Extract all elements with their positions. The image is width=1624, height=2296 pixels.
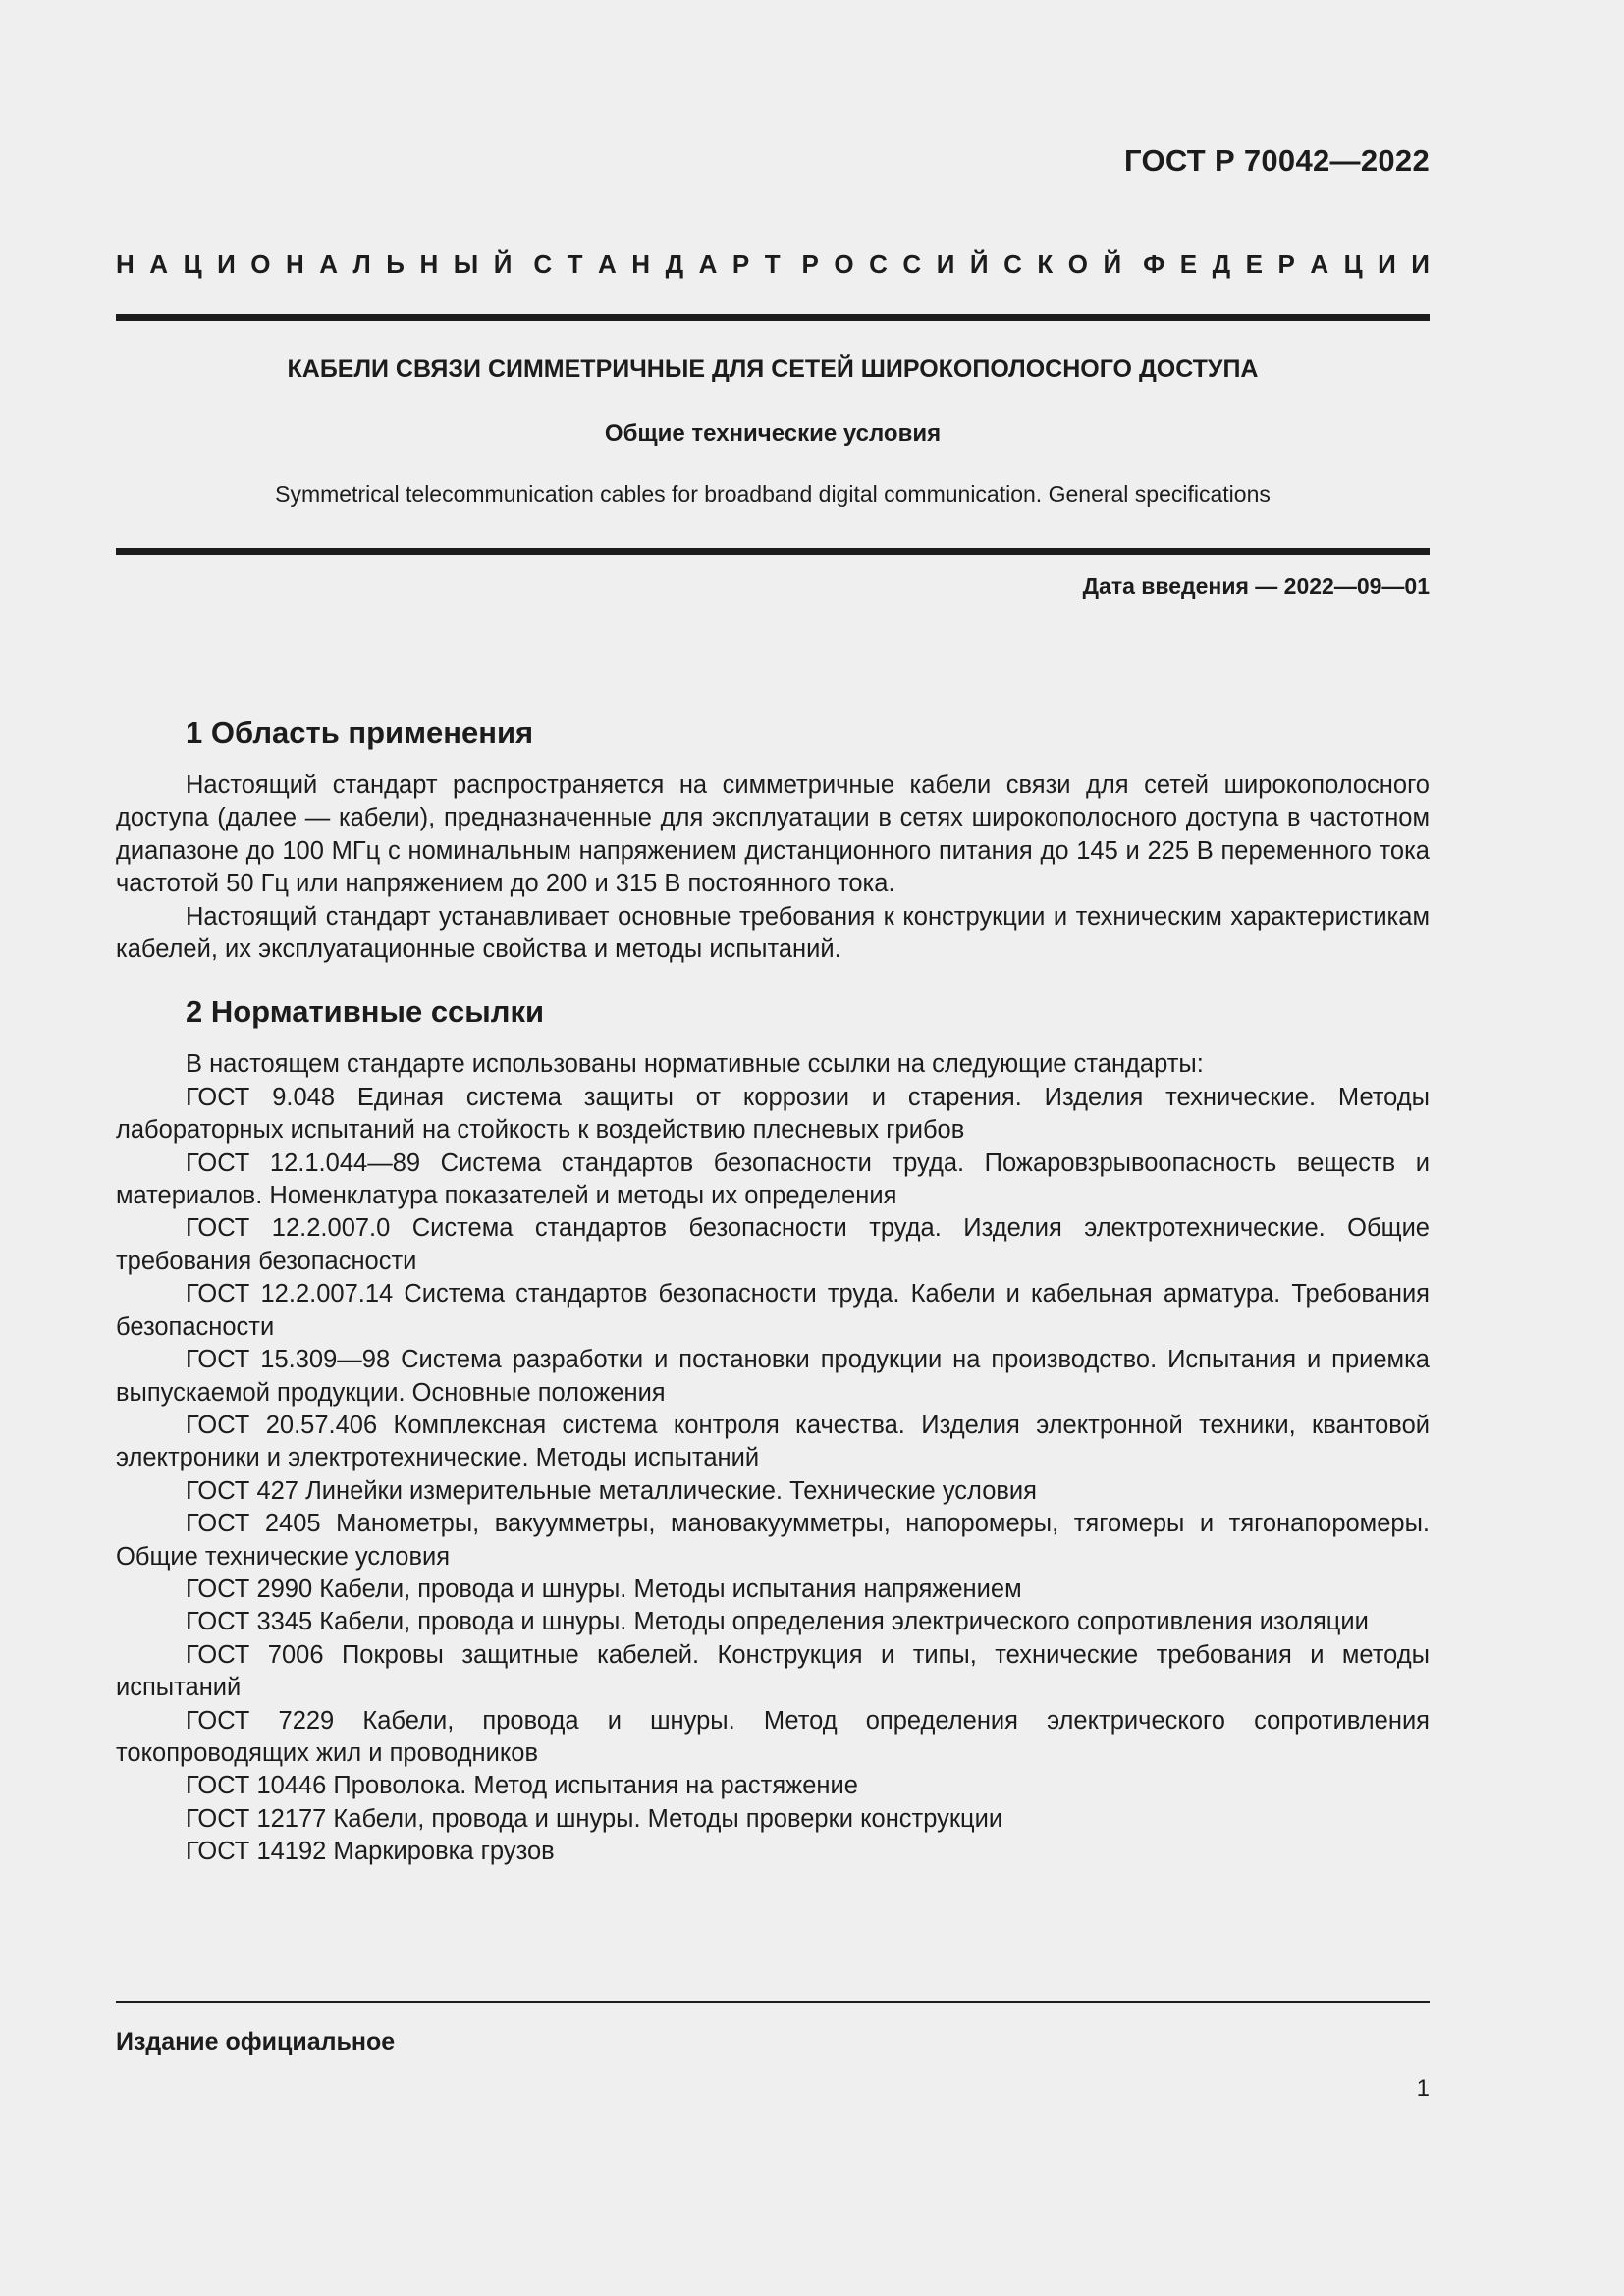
document-title-english: Symmetrical telecommunication cables for broadband digital communication. General specifications (275, 481, 1271, 507)
document-title: КАБЕЛИ СВЯЗИ СИММЕТРИЧНЫЕ ДЛЯ СЕТЕЙ ШИРОКОПОЛОСНОГО ДОСТУПА (287, 355, 1259, 383)
page-number: 1 (1416, 2075, 1430, 2102)
top-thick-rule (116, 314, 1430, 321)
reference-item: ГОСТ 10446 Проволока. Метод испытания на растяжение (186, 1772, 858, 1800)
reference-item: ГОСТ 7229 Кабели, провода и шнуры. Метод определения электрического сопротивления токопроводящих жил и проводников (116, 1706, 1430, 1767)
reference-item: ГОСТ 12.2.007.0 Система стандартов безопасности труда. Изделия электротехнические. Общие требования безопасности (116, 1214, 1430, 1275)
reference-item: ГОСТ 2405 Манометры, вакуумметры, мановакуумметры, напоромеры, тягомеры и тягонапоромеры. Общие технические условия (116, 1510, 1430, 1571)
footer-rule (116, 2001, 1430, 2003)
reference-item: ГОСТ 12177 Кабели, провода и шнуры. Методы проверки конструкции (186, 1804, 1003, 1833)
section-2-intro: В настоящем стандарте использованы нормативные ссылки на следующие стандарты: (186, 1050, 1204, 1079)
section-1-paragraph: Настоящий стандарт распространяется на симметричные кабели связи для сетей широкополосного доступа (далее — кабели), предназначенные для эксплуатации в сетях широкополосного доступа в частотном диапазоне до 100 МГц с номинальным напряжением дистанционного питания до 145 и 225 В переменного тока частотой 50 Гц или напряжением до 200 и 315 В постоянного тока. (116, 772, 1430, 898)
banner-word-3: Р О С С И Й С К О Й (801, 249, 1122, 279)
reference-item: ГОСТ 2990 Кабели, провода и шнуры. Методы испытания напряжением (186, 1575, 1022, 1603)
banner-word-2: С Т А Н Д А Р Т (533, 249, 781, 279)
reference-item: ГОСТ 9.048 Единая система защиты от коррозии и старения. Изделия технические. Методы лабораторных испытаний на стойкость к воздействию плесневых грибов (116, 1083, 1430, 1145)
introduction-date: Дата введения — 2022—09—01 (1082, 573, 1430, 599)
document-subtitle: Общие технические условия (604, 420, 942, 447)
section-1-paragraph: Настоящий стандарт устанавливает основные требования к конструкции и техническим характеристикам кабелей, их эксплуатационные свойства и методы испытаний. (116, 902, 1430, 964)
section-2-heading: 2 Нормативные ссылки (186, 994, 545, 1030)
section-1-heading: 1 Область применения (186, 716, 534, 750)
reference-item: ГОСТ 3345 Кабели, провода и шнуры. Методы определения электрического сопротивления изоляции (186, 1608, 1369, 1636)
reference-item: ГОСТ 12.1.044—89 Система стандартов безопасности труда. Пожаровзрывоопасность веществ и материалов. Номенклатура показателей и методы их определения (116, 1148, 1430, 1210)
reference-item: ГОСТ 427 Линейки измерительные металлические. Технические условия (186, 1476, 1037, 1505)
reference-item: ГОСТ 20.57.406 Комплексная система контроля качества. Изделия электронной техники, квантовой электроники и электротехнические. Методы испытаний (116, 1411, 1430, 1472)
standard-number: ГОСТ Р 70042—2022 (1124, 143, 1430, 178)
reference-item: ГОСТ 12.2.007.14 Система стандартов безопасности труда. Кабели и кабельная арматура. Требования безопасности (116, 1280, 1430, 1341)
official-edition-label: Издание официальное (116, 2028, 396, 2056)
banner-word-4: Ф Е Д Е Р А Ц И И (1143, 249, 1430, 279)
reference-list (116, 1082, 1430, 1869)
document-body (116, 715, 1430, 1869)
title-bottom-rule (116, 548, 1430, 555)
reference-item: ГОСТ 7006 Покровы защитные кабелей. Конструкция и типы, технические требования и методы испытаний (116, 1640, 1430, 1702)
banner-word-1: Н А Ц И О Н А Л Ь Н Ы Й (116, 249, 513, 279)
reference-item: ГОСТ 14192 Маркировка грузов (186, 1838, 555, 1866)
reference-item: ГОСТ 15.309—98 Система разработки и постановки продукции на производство. Испытания и приемка выпускаемой продукции. Основные положения (116, 1346, 1430, 1407)
national-standard-banner (116, 249, 1430, 280)
